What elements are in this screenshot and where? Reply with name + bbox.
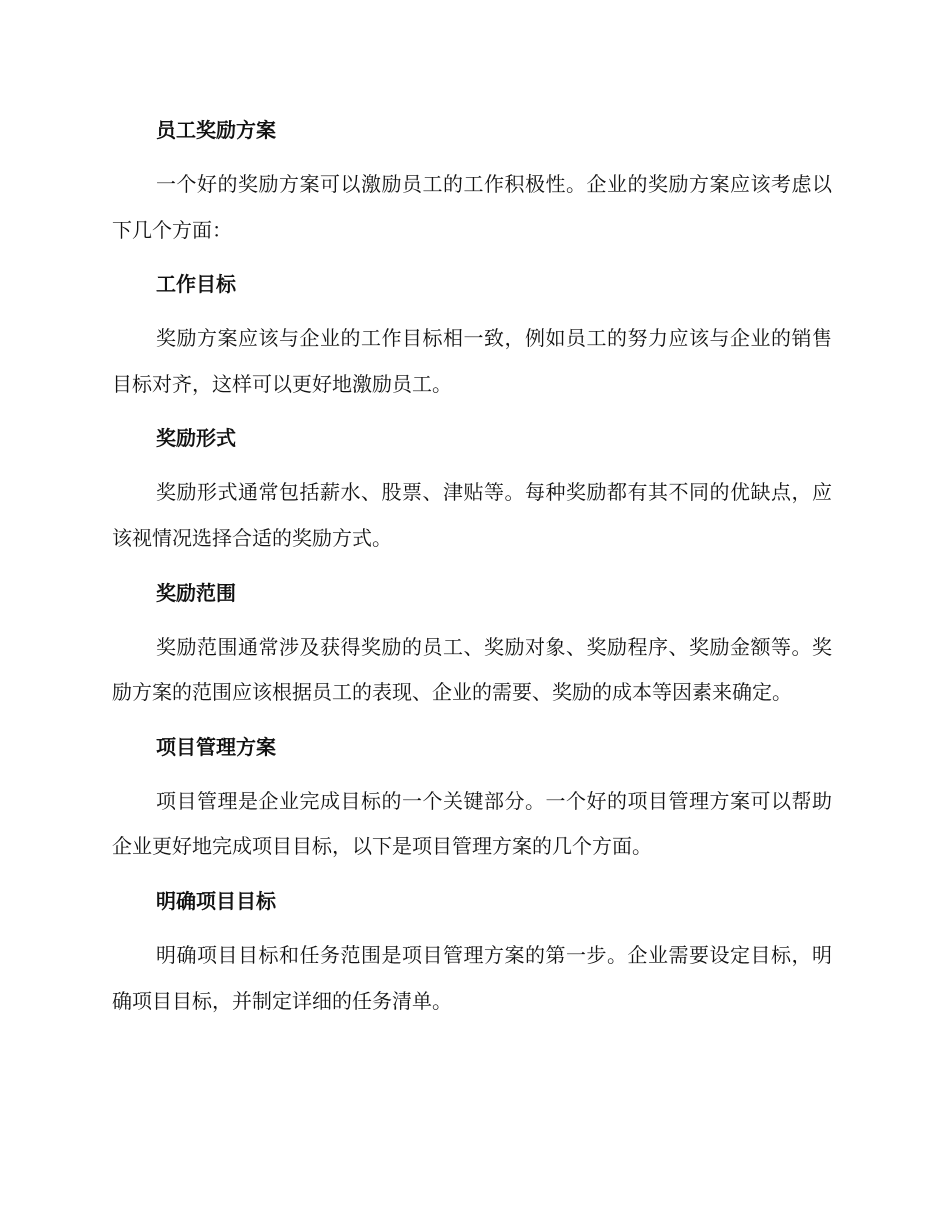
section-heading-reward-forms: 奖励形式 [156,426,236,451]
section-paragraph-work-goals: 奖励方案应该与企业的工作目标相一致，例如员工的努力应该与企业的销售目标对齐，这样可以更好地激励员工。 [112,326,832,396]
section-paragraph-define-project-goals: 明确项目目标和任务范围是项目管理方案的第一步。企业需要设定目标，明确项目目标，并制定详细的任务清单。 [112,942,832,1013]
section-heading-employee-rewards: 员工奖励方案 [156,118,276,142]
section-paragraph-reward-forms: 奖励形式通常包括薪水、股票、津贴等。每种奖励都有其不同的优缺点，应该视情况选择合适的奖励方式。 [112,480,832,550]
section-paragraph-reward-scope: 奖励范围通常涉及获得奖励的员工、奖励对象、奖励程序、奖励金额等。奖励方案的范围应该根据员工的表现、企业的需要、奖励的成本等因素来确定。 [112,634,832,705]
section-paragraph-employee-rewards: 一个好的奖励方案可以激励员工的工作积极性。企业的奖励方案应该考虑以下几个方面： [112,172,832,242]
section-paragraph-project-management: 项目管理是企业完成目标的一个关键部分。一个好的项目管理方案可以帮助企业更好地完成项目目标，以下是项目管理方案的几个方面。 [112,788,832,859]
section-heading-reward-scope: 奖励范围 [156,580,236,605]
document-body [112,114,832,1039]
section-heading-work-goals: 工作目标 [156,272,236,297]
section-heading-define-project-goals: 明确项目目标 [156,888,276,913]
section-heading-project-management: 项目管理方案 [156,734,276,759]
